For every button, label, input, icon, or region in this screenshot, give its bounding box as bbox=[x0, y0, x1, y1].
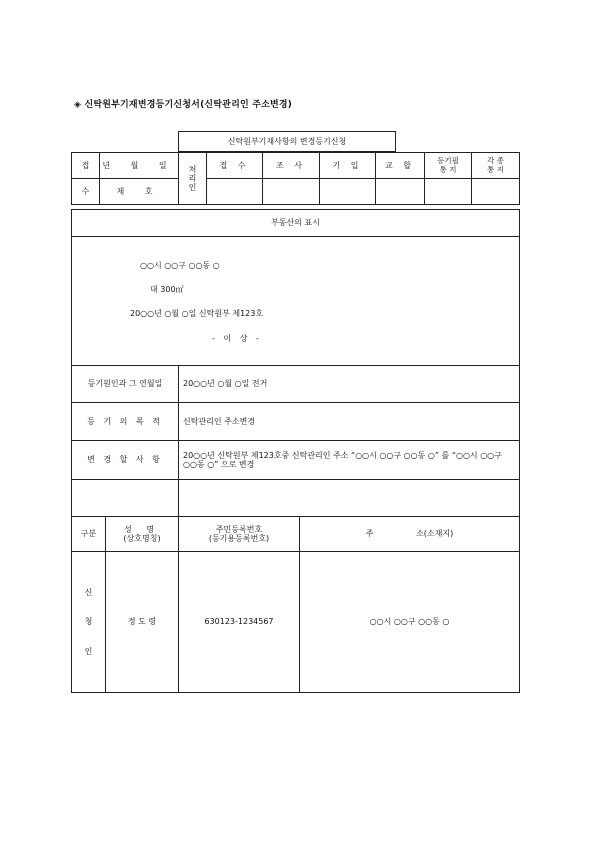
date-label: 년 월 일 bbox=[100, 153, 179, 179]
cell-inspect[interactable] bbox=[263, 179, 320, 205]
blank-value[interactable] bbox=[179, 480, 520, 517]
col-entry: 기 입 bbox=[320, 153, 376, 179]
cell-completion-notice[interactable] bbox=[425, 179, 472, 205]
applicant-col-id-sub: (등기용등록번호) bbox=[208, 534, 270, 543]
property-end-mark: - 이 상 - bbox=[212, 334, 262, 343]
registry-header: 신탁원부기재사항의 변경등기신청 bbox=[178, 131, 396, 152]
cell-verify[interactable] bbox=[376, 179, 425, 205]
applicant-col-address: 주 소(소재지) bbox=[300, 517, 520, 552]
cell-various-notice[interactable] bbox=[472, 179, 520, 205]
change-value[interactable]: 20○○년 신탁원부 제123호중 신탁관리인 주소 “○○시 ○○구 ○○동 ○” 를 “○○시 ○○구 ○○동 ○” 으로 변경 bbox=[179, 441, 520, 480]
applicant-name[interactable]: 정 도 령 bbox=[106, 552, 179, 693]
processor-label: 처 리 인 bbox=[179, 153, 207, 205]
col-inspect: 조 사 bbox=[263, 153, 320, 179]
property-header: 부동산의 표시 bbox=[72, 210, 520, 237]
cause-label: 등기원인과 그 연월일 bbox=[72, 366, 179, 403]
applicant-id-number[interactable]: 630123-1234567 bbox=[179, 552, 300, 693]
purpose-label: 등 기 의 목 적 bbox=[72, 403, 179, 441]
blank-label bbox=[72, 480, 179, 517]
purpose-value[interactable]: 신탁관리인 주소변경 bbox=[179, 403, 520, 441]
applicant-col-id bbox=[179, 517, 300, 552]
applicant-address[interactable]: ○○시 ○○구 ○○동 ○ bbox=[300, 552, 520, 693]
col-verify: 교 합 bbox=[376, 153, 425, 179]
receipt-label-bottom: 수 bbox=[72, 179, 100, 205]
number-label: 제 호 bbox=[100, 179, 179, 205]
applicant-col-name bbox=[106, 517, 179, 552]
registry-office-table bbox=[71, 152, 520, 205]
property-address: ○○시 ○○구 ○○동 ○ bbox=[140, 261, 220, 270]
change-label: 변 경 할 사 항 bbox=[72, 441, 179, 480]
property-trust-record: 20○○년 ○월 ○일 신탁원부 제123호 bbox=[130, 309, 264, 318]
col-completion-notice: 등기필 통 지 bbox=[425, 153, 472, 179]
applicant-type bbox=[72, 552, 106, 693]
col-various-notice: 각 종 통 지 bbox=[472, 153, 520, 179]
applicant-type-char-2: 청 bbox=[84, 617, 93, 627]
applicant-type-char-1: 신 bbox=[84, 588, 93, 598]
applicant-col-type: 구분 bbox=[72, 517, 106, 552]
application-form-table bbox=[71, 209, 520, 693]
applicant-col-id-main: 주민등록번호 bbox=[215, 524, 263, 534]
applicant-col-name-sub: (상호명칭) bbox=[123, 534, 161, 543]
col-receipt: 접 수 bbox=[207, 153, 263, 179]
receipt-label-top: 접 bbox=[72, 153, 100, 179]
document-title: ◈ 신탁원부기재변경등기신청서(신탁관리인 주소변경) bbox=[74, 100, 293, 110]
applicant-type-char-3: 인 bbox=[84, 646, 93, 656]
property-area: 대 300㎡ bbox=[150, 285, 184, 294]
property-description bbox=[72, 237, 520, 366]
applicant-col-name-main: 성 명 bbox=[124, 524, 160, 534]
cell-entry[interactable] bbox=[320, 179, 376, 205]
cell-receipt[interactable] bbox=[207, 179, 263, 205]
cause-value[interactable]: 20○○년 ○월 ○일 전거 bbox=[179, 366, 520, 403]
